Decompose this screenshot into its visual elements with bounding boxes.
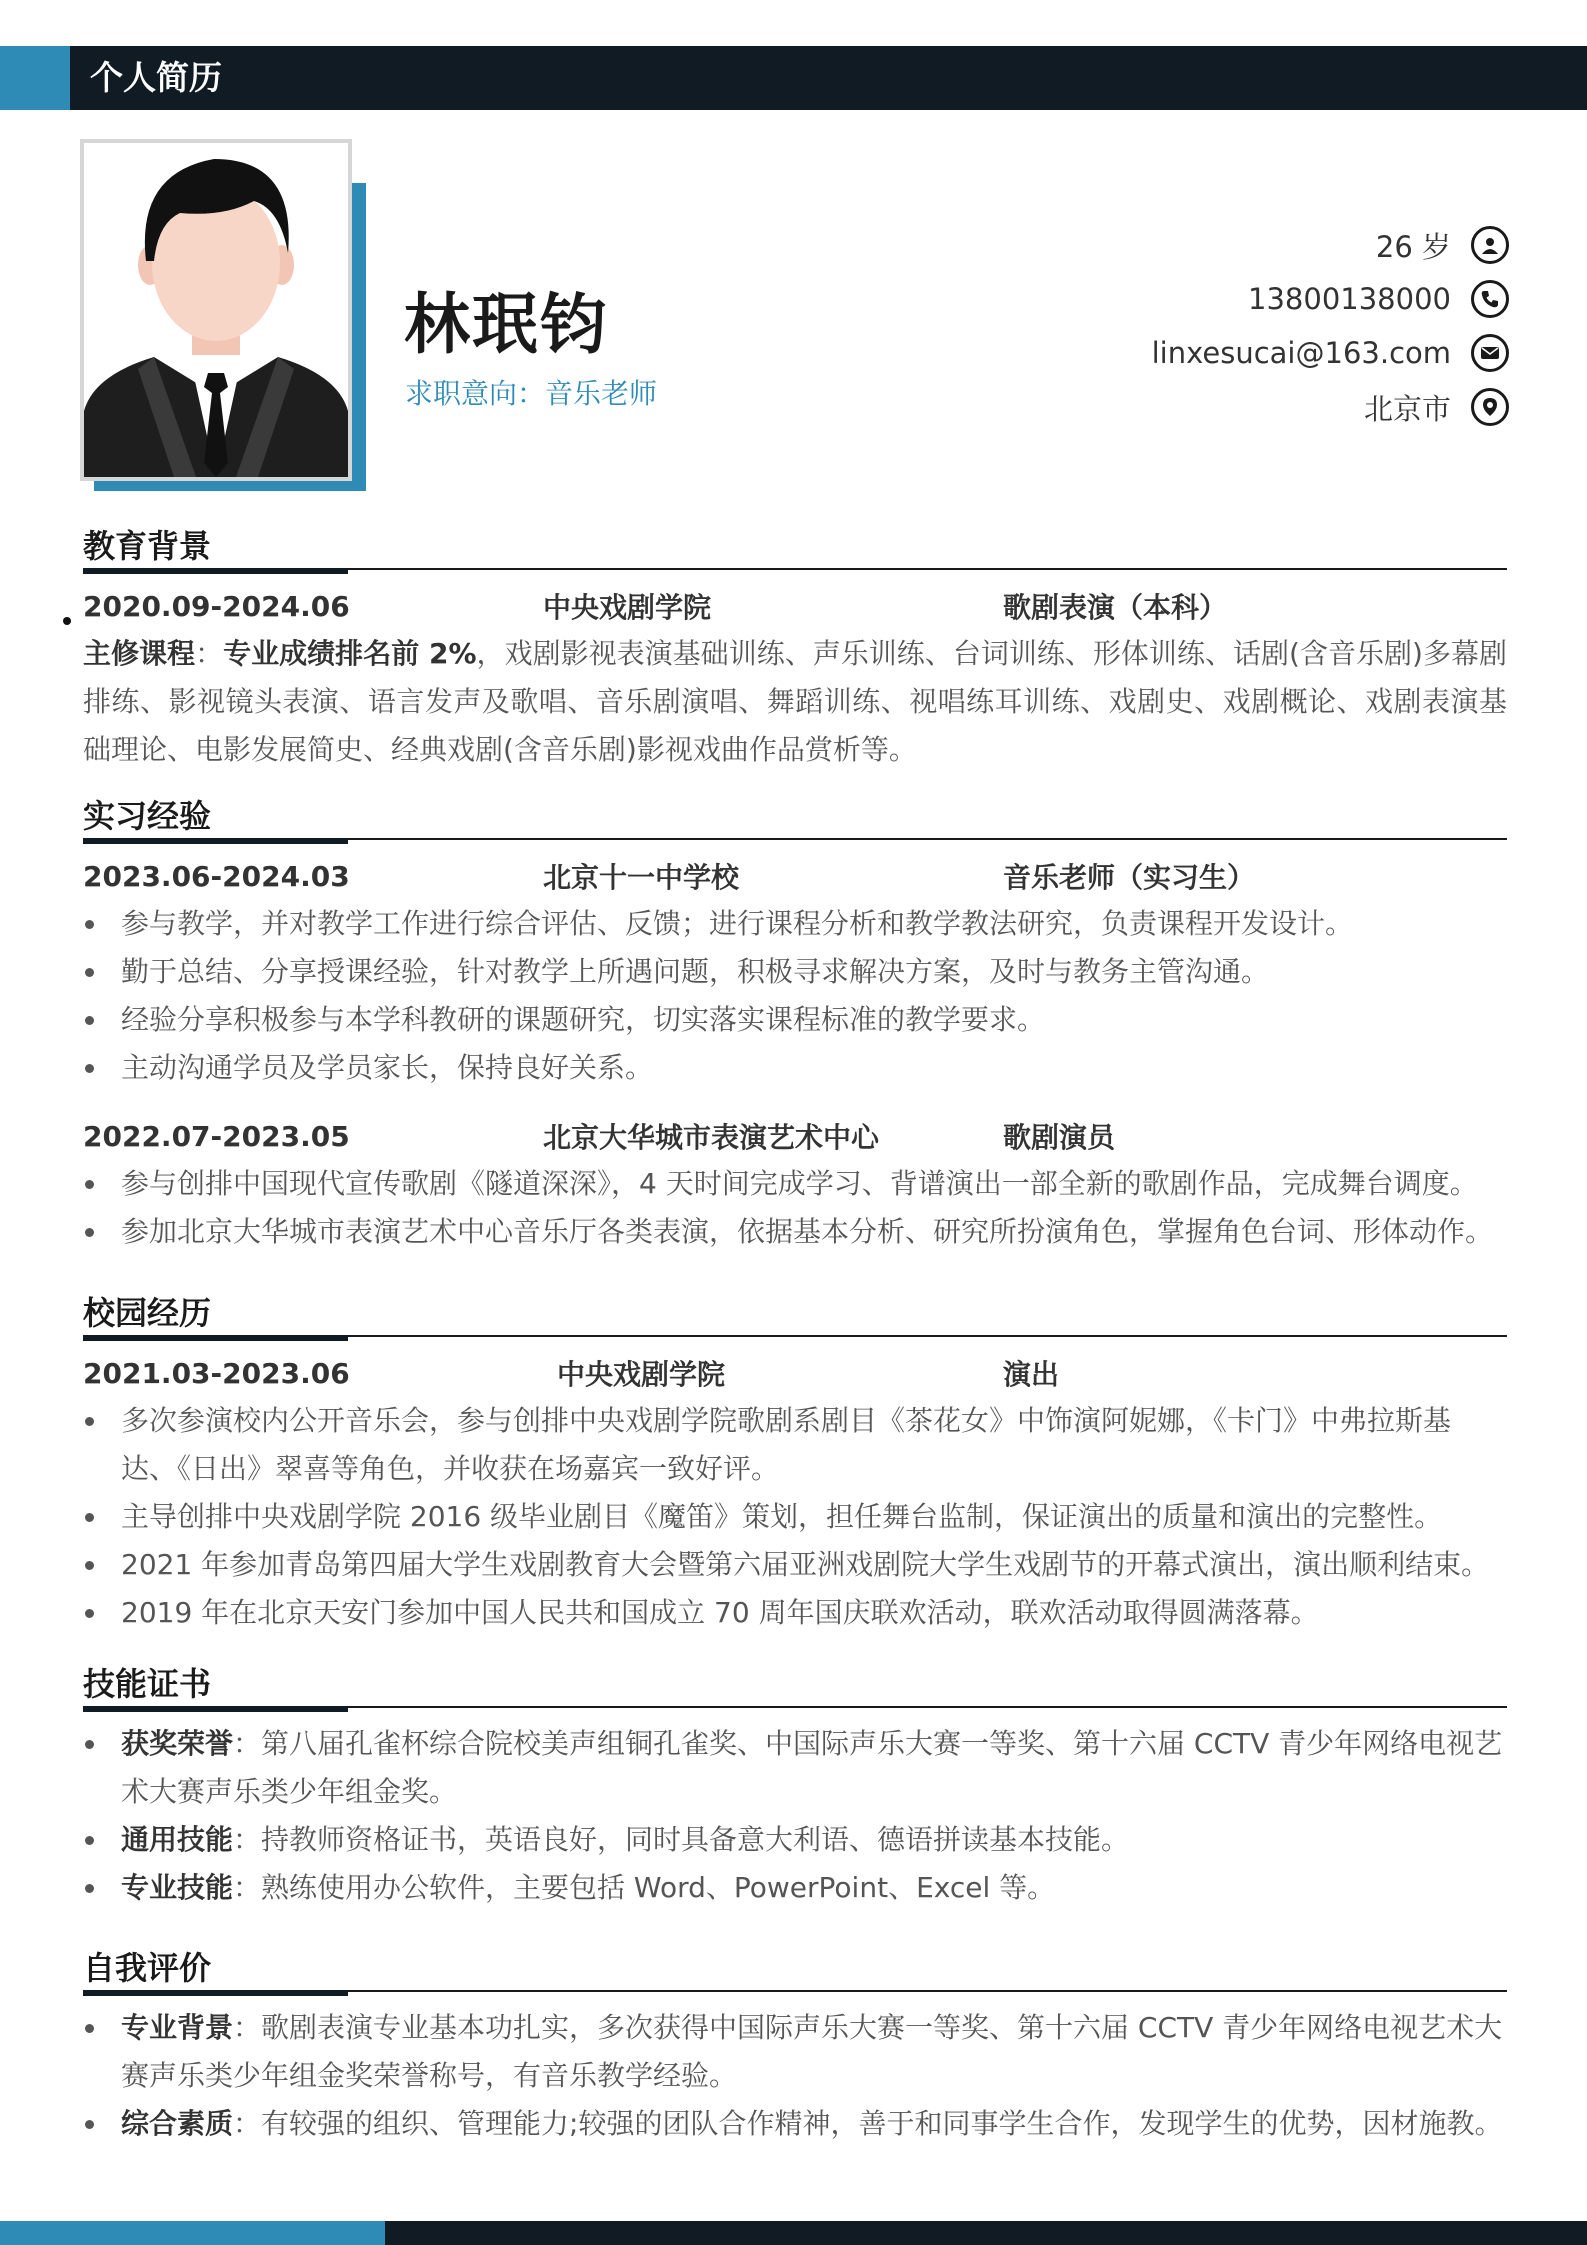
item-text: ：歌剧表演专业基本功扎实，多次获得中国际声乐大赛一等奖、第十六届 CCTV 青少年网络电视艺术大赛声乐类少年组金奖荣誉称号，有音乐教学经验。: [121, 2011, 1503, 2092]
list-item: 勤于总结、分享授课经验，针对教学上所遇问题，积极寻求解决方案，及时与教务主管沟通。: [83, 948, 1507, 996]
section-title: 校园经历: [83, 1294, 212, 1332]
bullet-list: [83, 2004, 1507, 2148]
list-item: 参加北京大华城市表演艺术中心音乐厅各类表演，依据基本分析、研究所扮演角色，掌握角色台词、形体动作。: [83, 1208, 1507, 1256]
list-item: 多次参演校内公开音乐会，参与创排中央戏剧学院歌剧系剧目《茶花女》中饰演阿妮娜，《卡门》中弗拉斯基达、《日出》翠喜等角色，并收获在场嘉宾一致好评。: [83, 1397, 1507, 1493]
contact-phone-text: 13800138000: [1248, 282, 1451, 316]
entry-role: 演出: [1003, 1358, 1060, 1391]
footer-bar: [0, 2221, 1587, 2245]
list-item: [83, 2004, 1507, 2100]
contact-list: [949, 218, 1509, 434]
bullet-dot: [63, 617, 71, 625]
list-item: 主导创排中央戏剧学院 2016 级毕业剧目《魔笛》策划，担任舞台监制，保证演出的质量和演出的完整性。: [83, 1493, 1507, 1541]
section-header: [83, 1656, 1507, 1708]
section-underline: [83, 1335, 348, 1341]
list-item: [83, 2100, 1507, 2148]
entry-org: 北京十一中学校: [543, 861, 740, 894]
contact-email-text: linxesucai@163.com: [1151, 336, 1451, 370]
item-label: 专业技能: [121, 1871, 234, 1904]
section-underline: [83, 838, 348, 844]
section-underline: [83, 568, 348, 574]
section-header: [83, 1940, 1507, 1992]
section-campus: [83, 1285, 1507, 1637]
entry-major: 歌剧表演（本科）: [1003, 591, 1228, 624]
section-underline: [83, 1990, 348, 1996]
section-self-evaluation: [83, 1940, 1507, 2148]
person-icon: [1471, 226, 1509, 264]
entry-role: 音乐老师（实习生）: [1003, 861, 1256, 894]
page-title: 个人简历: [90, 58, 222, 97]
list-item: 参与创排中国现代宣传歌剧《隧道深深》，4 天时间完成学习、背谱演出一部全新的歌剧作品，完成舞台调度。: [83, 1160, 1507, 1208]
entry-header: [83, 582, 1507, 630]
job-intent: 求职意向：音乐老师: [405, 377, 658, 410]
entry-org: 北京大华城市表演艺术中心: [543, 1121, 880, 1154]
profile-photo: [80, 139, 352, 481]
list-item: 主动沟通学员及学员家长，保持良好关系。: [83, 1044, 1507, 1092]
item-label: 获奖荣誉: [121, 1727, 234, 1760]
section-title: 教育背景: [83, 527, 212, 565]
section-header: [83, 1285, 1507, 1337]
header-accent: [0, 46, 70, 110]
entry-header: [83, 852, 1507, 900]
bullet-list: [83, 1397, 1507, 1637]
section-title: 技能证书: [83, 1665, 212, 1703]
courses-colon: ：: [195, 637, 224, 670]
entry-date: 2022.07-2023.05: [83, 1119, 350, 1153]
list-item: [83, 1720, 1507, 1816]
item-label: 专业背景: [121, 2011, 234, 2044]
bullet-list: [83, 1720, 1507, 1912]
section-title: 自我评价: [83, 1949, 212, 1987]
entry-role: 歌剧演员: [1003, 1121, 1116, 1154]
list-item: 经验分享积极参与本学科教研的课题研究，切实落实课程标准的教学要求。: [83, 996, 1507, 1044]
footer-accent: [0, 2221, 385, 2245]
entry-header: [83, 1112, 1507, 1160]
list-item: 参与教学，并对教学工作进行综合评估、反馈；进行课程分析和教学教法研究，负责课程开发设计。: [83, 900, 1507, 948]
item-label: 综合素质: [121, 2107, 234, 2140]
contact-location-text: 北京市: [1363, 391, 1451, 426]
contact-email: [949, 326, 1509, 380]
contact-phone: [949, 272, 1509, 326]
item-text: ：熟练使用办公软件，主要包括 Word、PowerPoint、Excel 等。: [233, 1871, 1056, 1904]
entry-date: 2020.09-2024.06: [83, 589, 350, 623]
email-icon: [1471, 334, 1509, 372]
courses-text: ，戏剧影视表演基础训练、声乐训练、台词训练、形体训练、话剧(含音乐剧)多幕剧排练、影视镜头表演、语言发声及歌唱、音乐剧演唱、舞蹈训练、视唱练耳训练、戏剧史、戏剧概论、戏剧表演基础理论、电影发展简史、经典戏剧(含音乐剧)影视戏曲作品赏析等。: [83, 637, 1507, 766]
header-bar: [0, 46, 1587, 110]
section-internship: [83, 788, 1507, 1256]
entry-date: 2021.03-2023.06: [83, 1356, 350, 1390]
list-item: [83, 1864, 1507, 1912]
item-text: ：第八届孔雀杯综合院校美声组铜孔雀奖、中国际声乐大赛一等奖、第十六届 CCTV 青少年网络电视艺术大赛声乐类少年组金奖。: [121, 1727, 1503, 1808]
section-education: [83, 518, 1507, 774]
list-item: [83, 1816, 1507, 1864]
bullet-list: [83, 900, 1507, 1092]
list-item: 2021 年参加青岛第四届大学生戏剧教育大会暨第六届亚洲戏剧院大学生戏剧节的开幕式演出，演出顺利结束。: [83, 1541, 1507, 1589]
section-header: [83, 518, 1507, 570]
item-text: ：持教师资格证书，英语良好，同时具备意大利语、德语拼读基本技能。: [233, 1823, 1130, 1856]
courses-label: 主修课程: [83, 637, 196, 670]
candidate-name: 林珉钧: [404, 286, 608, 363]
courses-paragraph: [83, 630, 1507, 774]
section-skills: [83, 1656, 1507, 1912]
contact-age: [949, 218, 1509, 272]
avatar-illustration: [84, 143, 348, 477]
entry-org: 中央戏剧学院: [557, 1358, 726, 1391]
contact-age-text: 26 岁: [1375, 229, 1451, 264]
bullet-list: [83, 1160, 1507, 1256]
list-item: 2019 年在北京天安门参加中国人民共和国成立 70 周年国庆联欢活动，联欢活动取得圆满落幕。: [83, 1589, 1507, 1637]
location-icon: [1471, 388, 1509, 426]
contact-location: [949, 380, 1509, 434]
item-label: 通用技能: [121, 1823, 234, 1856]
section-underline: [83, 1706, 348, 1712]
item-text: ：有较强的组织、管理能力;较强的团队合作精神，善于和同事学生合作，发现学生的优势，因材施教。: [233, 2107, 1503, 2140]
entry-school: 中央戏剧学院: [543, 591, 712, 624]
entry-date: 2023.06-2024.03: [83, 859, 350, 893]
phone-icon: [1471, 280, 1509, 318]
section-title: 实习经验: [83, 797, 212, 835]
entry-header: [83, 1349, 1507, 1397]
section-header: [83, 788, 1507, 840]
courses-rank: 专业成绩排名前 2%: [223, 637, 477, 670]
